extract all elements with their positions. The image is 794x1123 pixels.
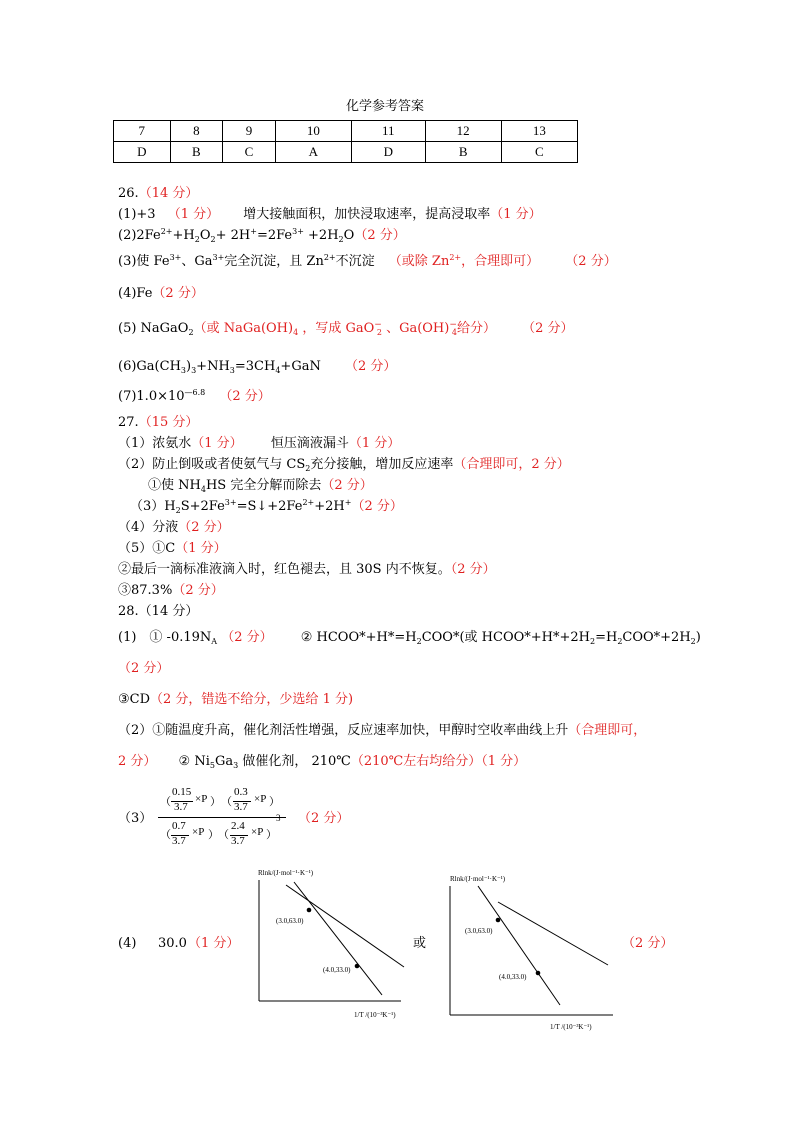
score: （2 分） — [152, 286, 204, 301]
q26-line-7 — [118, 388, 271, 406]
score: （合理即可，2 分） — [453, 457, 570, 472]
table-cell: A — [275, 142, 351, 163]
table-cell: B — [170, 142, 223, 163]
fraction-numerator: 0.3 — [234, 786, 248, 798]
q26-line-3: (3)使 $Fe^{3+}$、$Ga^{3+}$完全沉淀，且 $Zn^{2+}$不沉淀 （或除 $Zn^{2+}$，合理即可） （2 分） — [118, 253, 617, 269]
exponent: 3 — [276, 813, 281, 823]
x-axis-label: 1/T /(10⁻³K⁻¹) — [550, 1023, 592, 1031]
table-cell: B — [425, 142, 501, 163]
fraction-denominator: 3.7 — [231, 835, 245, 847]
q27-header — [118, 414, 198, 432]
paren: （ — [160, 829, 171, 841]
score: （合理即可， — [568, 723, 647, 738]
q26-header — [118, 185, 198, 203]
times-p: ×P — [192, 826, 205, 838]
x-axis-label: 1/T /(10⁻³K⁻¹) — [354, 1011, 396, 1019]
exponent: —6.8 — [184, 388, 206, 397]
table-cell: 8 — [170, 121, 223, 142]
table-cell: 13 — [501, 121, 577, 142]
equation: $(2)2Fe^{2+}+H_2O_2+ 2H^+=2Fe^{3+} +2H_2O$ — [118, 227, 355, 244]
q28-line-2: （2 分） — [118, 661, 170, 676]
data-point — [307, 908, 312, 913]
q28-header: 28.（14 分） — [118, 604, 199, 619]
text: COO*(或 HCOO*+H*+2H — [421, 630, 590, 645]
q26-line-6 — [118, 358, 396, 376]
text: （1）浓氨水 — [118, 436, 192, 451]
data-point — [355, 964, 360, 969]
text: 充分接触，增加反应速率 — [310, 457, 454, 472]
table-cell: 11 — [351, 121, 425, 142]
text: （5）①C — [118, 541, 176, 556]
score: （1 分） — [175, 541, 227, 556]
text: (4)Fe — [118, 286, 153, 301]
table-cell: 9 — [223, 121, 276, 142]
q26-number: 26. — [118, 186, 139, 201]
series-line-main — [294, 882, 382, 995]
fraction-denominator: 3.7 — [172, 835, 186, 847]
main-fraction-bar — [158, 817, 286, 818]
series-line-other — [498, 902, 608, 965]
paren: ） — [208, 829, 219, 841]
text: 增大接触面积，加快浸取速率，提高浸取率 — [243, 207, 491, 222]
times-p: ×P — [251, 826, 264, 838]
q27-line-3: ①使 $NH_4HS$ 完全分解而除去（2 分） — [148, 478, 373, 494]
text: (1) ① -0.19N — [118, 630, 212, 645]
score: （2 分） — [219, 389, 271, 404]
chart-1 — [236, 862, 406, 1024]
paren: （ — [218, 829, 229, 841]
text: （2）①随温度升高，催化剂活性增强，反应速率加快，甲醇时空收率曲线上升 — [118, 723, 569, 738]
kp-expression — [158, 787, 288, 847]
fraction-denominator: 3.7 — [174, 801, 188, 813]
text: ①使 NH — [148, 478, 201, 493]
times-p: ×P — [195, 793, 208, 805]
y-axis-label: Rlnk/(J·mol⁻¹·K⁻¹) — [258, 869, 314, 877]
paren: ） — [269, 796, 280, 808]
note: （或除 $Zn^{2+}$，合理即可） — [388, 253, 540, 269]
text: 完全沉淀，且 Zn — [224, 254, 324, 269]
data-point — [536, 971, 541, 976]
q27-line-1 — [118, 435, 400, 453]
paren: （ — [221, 796, 232, 808]
text: ③CD — [118, 692, 151, 707]
fraction-denominator: 3.7 — [234, 801, 248, 813]
score: （2 分） — [450, 562, 496, 577]
text: （2）防止倒吸或者使氨气与 CS — [118, 457, 306, 472]
page-title: 化学参考答案 — [346, 99, 425, 114]
text: (1)+3 — [118, 207, 156, 222]
table-cell: C — [501, 142, 577, 163]
score: （1 分） — [191, 436, 243, 451]
table-row-questions — [114, 121, 578, 142]
table-cell: 12 — [425, 121, 501, 142]
equation: $(6)Ga(CH_3)_3+NH_3=3CH_4+GaN$ — [118, 359, 321, 375]
text: 、Ga — [181, 254, 213, 269]
point-label: (3.0,63.0) — [465, 927, 493, 935]
q28-line-1: (1) ① $-0.19N_A$ （2 分） ② $HCOO*+H*=H_2COO*$(或 $HCOO*+H*+2H_2=H_2COO*+2H_2$) — [118, 630, 701, 646]
score: （2 分） — [354, 228, 406, 243]
text: ② HCOO*+H*=H — [300, 630, 417, 645]
q27-line-5 — [118, 519, 230, 537]
paren: （ — [160, 796, 171, 808]
text: HS 完全分解而除去 — [205, 478, 322, 493]
point-label: (4.0,33.0) — [499, 973, 527, 981]
text: (7)1.0×10 — [118, 389, 185, 404]
text: ③87.3% — [118, 583, 173, 598]
text: Ga — [214, 754, 234, 769]
q26-score: （14 分） — [138, 186, 199, 201]
score: （2 分） — [172, 583, 224, 598]
point-label: (3.0,63.0) — [276, 917, 304, 925]
q27-line-4 — [130, 498, 403, 516]
paren: ） — [266, 829, 277, 841]
q28-part3-score: （2 分） — [298, 811, 350, 826]
table-cell: D — [351, 142, 425, 163]
table-row-answers — [114, 142, 578, 163]
series-line-main — [478, 886, 560, 1005]
fraction-numerator: 0.15 — [172, 786, 192, 798]
q28-line-5: 2 分） ② $Ni_5Ga_3$ 做催化剂， 210℃（210℃左右均给分）（1 分） — [118, 754, 527, 770]
point-label: (4.0,33.0) — [323, 966, 351, 974]
q27-line-8 — [118, 582, 224, 600]
q27-score: （15 分） — [138, 415, 199, 430]
equation: $(3)H_2S+2Fe^{3+}=S↓+2Fe^{2+}+2H^+$ — [130, 498, 352, 515]
q27-line-2: （2）防止倒吸或者使氨气与 $CS_2$充分接触，增加反应速率（合理即可，2 分） — [118, 457, 570, 473]
note: （或 $NaGa(OH)_4$ ，写成 GaO−$_2$ 、$Ga(OH)^-_4$给分） — [193, 320, 496, 337]
note: （210℃左右均给分） — [350, 754, 482, 769]
score: （2 分） — [221, 630, 273, 645]
score: （2 分） — [321, 478, 373, 493]
text: 做催化剂， 210℃ — [242, 754, 351, 769]
or-text: 或 — [413, 936, 427, 951]
times-p: ×P — [254, 793, 267, 805]
text: （4）分液 — [118, 520, 179, 535]
score: （2 分） — [565, 254, 617, 269]
data-point — [496, 918, 501, 923]
q26-line-1 — [118, 206, 542, 224]
q27-number: 27. — [118, 415, 139, 430]
score: （1 分） — [481, 754, 527, 769]
paren: ） — [210, 796, 221, 808]
text: =H — [595, 630, 618, 645]
table-cell: D — [114, 142, 171, 163]
score: 2 分） — [118, 754, 157, 769]
score: （2 分） — [351, 499, 403, 514]
score: （2 分） — [178, 520, 230, 535]
text: 不沉淀 — [335, 254, 375, 269]
q27-line-7 — [118, 561, 496, 579]
score: （1 分） — [490, 207, 542, 222]
q26-line-5: (5) NaGaO$_2$（或 $NaGa(OH)_4$ ，写成 GaO−$_2$ 、$Ga(OH)^-_4$给分） （2 分） — [118, 320, 574, 337]
score: （1 分） — [348, 436, 401, 451]
q28-part4-label: (4) — [118, 936, 137, 951]
q28-line-3 — [118, 691, 353, 709]
score: （2 分） — [344, 359, 397, 374]
text: 恒压滴液漏斗 — [270, 436, 349, 451]
series-line-other — [286, 885, 404, 967]
table-cell: 10 — [275, 121, 351, 142]
answer-table — [113, 120, 578, 163]
q27-line-6 — [118, 540, 227, 558]
text: ② Ni — [178, 754, 210, 769]
q28-part4-score: （1 分） — [188, 936, 240, 951]
chart-2 — [428, 868, 618, 1033]
fraction-numerator: 0.7 — [172, 820, 186, 832]
score: （2 分，错选不给分，少选给 1 分) — [150, 692, 354, 707]
text: (3)使 Fe — [118, 254, 170, 269]
q28-part4-answer: 30.0 — [158, 936, 187, 951]
text: (5) NaGaO — [118, 321, 189, 336]
text: ②最后一滴标准液滴入时，红色褪去，且 30S 内不恢复。 — [118, 562, 451, 577]
score: （1 分） — [167, 207, 220, 222]
table-cell: C — [223, 142, 276, 163]
q28-part3-label: （3） — [118, 811, 153, 826]
q26-line-2 — [118, 227, 406, 245]
text: ) — [695, 630, 701, 645]
score: （2 分） — [522, 321, 574, 336]
q28-line-4 — [118, 722, 646, 740]
y-axis-label: Rlnk/(J·mol⁻¹·K⁻¹) — [450, 875, 506, 883]
q28-part4-score-2: （2 分） — [622, 936, 674, 951]
fraction-numerator: 2.4 — [231, 820, 245, 832]
q26-line-4 — [118, 285, 204, 303]
text: COO*+2H — [622, 630, 691, 645]
table-cell: 7 — [114, 121, 171, 142]
